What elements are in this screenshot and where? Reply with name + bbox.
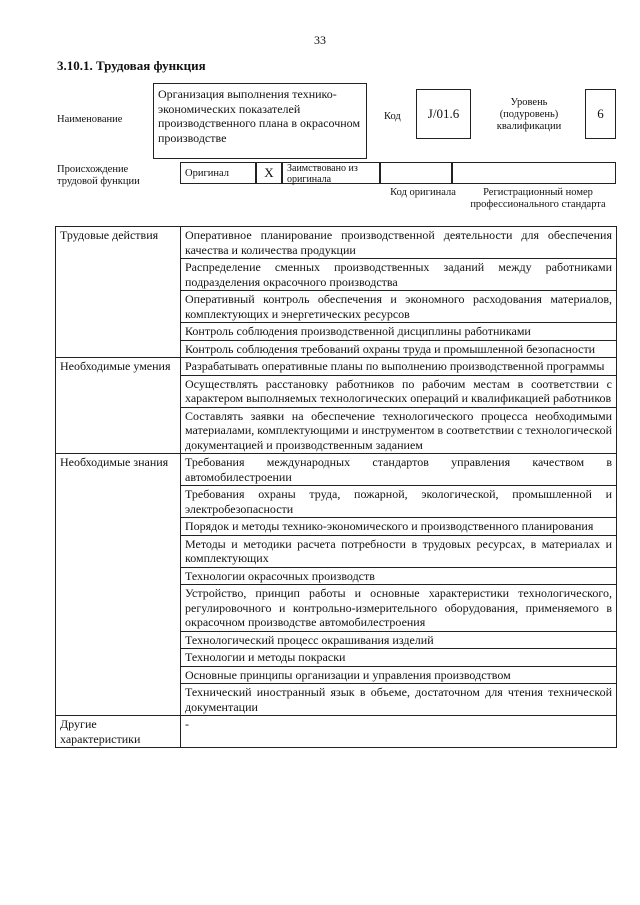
section-item: Оперативный контроль обеспечения и экономного расходования материалов, комплектующих и энергетических ресурсов [181, 291, 617, 323]
section-item: Разрабатывать оперативные планы по выполнению производственной программы [181, 358, 617, 376]
table-row [56, 716, 617, 748]
page-number: 33 [314, 33, 326, 47]
level-value: 6 [585, 89, 616, 139]
section-item: Методы и методики расчета потребности в трудовых ресурсах, в материалах и комплектующих [181, 535, 617, 567]
section-title-cell: Необходимые умения [56, 358, 181, 454]
level-label: Уровень (подуровень) квалификации [496, 97, 562, 132]
section-item: Технологический процесс окрашивания изделий [181, 631, 617, 649]
section-title-cell: Трудовые действия [56, 227, 181, 358]
origin-code-cell [380, 162, 452, 184]
name-value: Организация выполнения технико-экономических показателей производственного плана в окрасочном производстве [153, 83, 367, 159]
table-row [56, 227, 617, 259]
section-item: Технический иностранный язык в объеме, достаточном для чтения технической документации [181, 684, 617, 716]
code-label: Код [384, 111, 401, 122]
section-item: Технологии окрасочных производств [181, 567, 617, 585]
section-item: Требования международных стандартов управления качеством в автомобилестроении [181, 454, 617, 486]
section-item: Устройство, принцип работы и основные характеристики технологического, регулировочного и контрольно-измерительного оборудования, применяемого в окрасочном производстве автомобилестроения [181, 585, 617, 632]
section-item: Контроль соблюдения производственной дисциплины работниками [181, 323, 617, 341]
origin-row [180, 162, 616, 184]
origin-borrowed-label: Заимствовано из оригинала [282, 162, 380, 184]
origin-original-cell [180, 162, 256, 184]
section-item: Контроль соблюдения требований охраны труда и промышленной безопасности [181, 340, 617, 358]
section-item: Составлять заявки на обеспечение технологического процесса необходимыми материалами, комплектующими и инструментом в соответствии с технологической документацией и производственным заданием [181, 407, 617, 454]
section-item: - [181, 716, 617, 748]
table-row [56, 358, 617, 376]
reg-number-label: Регистрационный номер профессионального стандарта [470, 187, 606, 210]
section-item: Распределение сменных производственных заданий между работниками подразделения окрасочного производства [181, 259, 617, 291]
section-item: Осуществлять расстановку работников по рабочим местам в соответствии с характером выполняемых технологических операций и квалификацией работников [181, 375, 617, 407]
section-item: Технологии и методы покраски [181, 649, 617, 667]
code-value: J/01.6 [416, 89, 471, 139]
section-item: Порядок и методы технико-экономического и производственного планирования [181, 518, 617, 536]
origin-reg-cell [452, 162, 616, 184]
origin-mark: X [256, 162, 282, 184]
origin-label: Происхождение трудовой функции [57, 164, 140, 187]
section-title-cell: Необходимые знания [56, 454, 181, 716]
code-original-label: Код оригинала [390, 187, 456, 198]
table-row [56, 454, 617, 486]
name-label: Наименование [57, 114, 123, 125]
function-table [55, 226, 617, 748]
section-title-cell: Другие характеристики [56, 716, 181, 748]
section-item: Требования охраны труда, пожарной, экологической, промышленной и электробезопасности [181, 486, 617, 518]
section-title: 3.10.1. Трудовая функция [57, 58, 206, 73]
origin-original-label: Оригинал [185, 168, 229, 179]
section-item: Основные принципы организации и управления производством [181, 666, 617, 684]
section-item: Оперативное планирование производственной деятельности для обеспечения качества и количества продукции [181, 227, 617, 259]
